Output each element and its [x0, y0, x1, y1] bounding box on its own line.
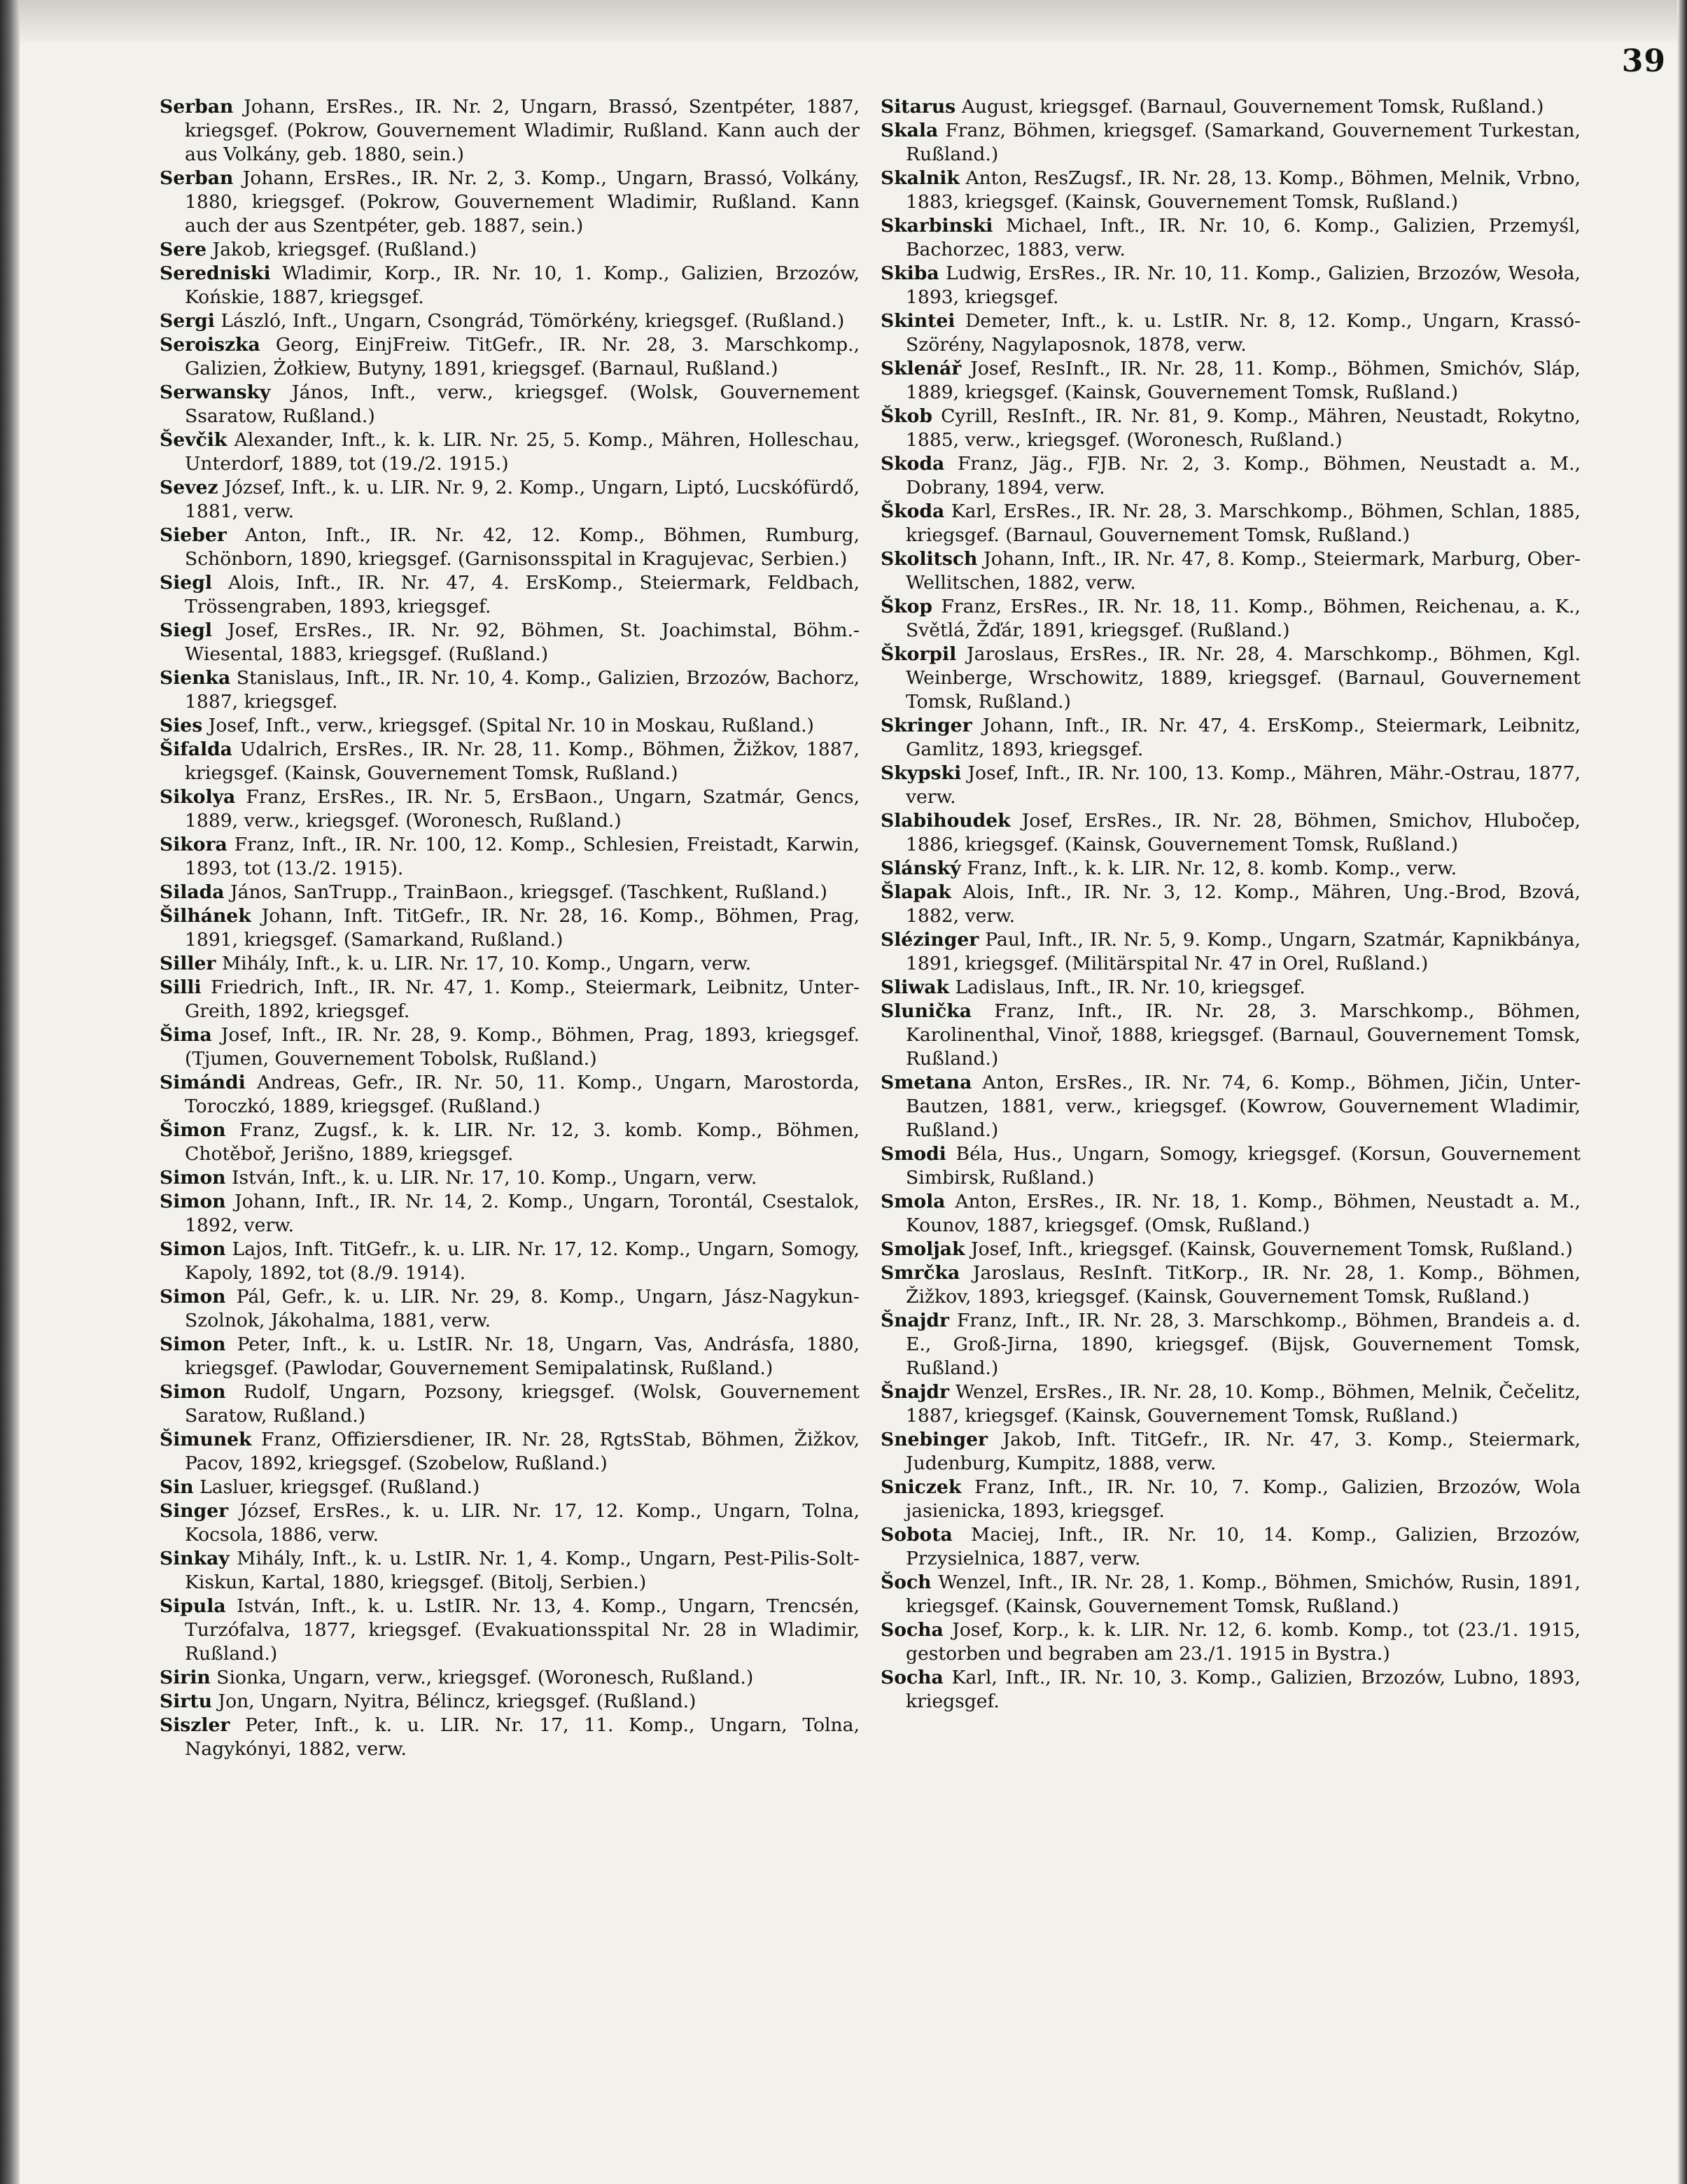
register-entry [881, 1476, 1581, 1523]
entry-surname: Skolitsch [881, 548, 978, 570]
entry-surname: Škoda [881, 500, 945, 522]
entry-surname: Šnajdr [881, 1310, 949, 1331]
register-entry [881, 119, 1581, 167]
entry-surname: Sergi [160, 310, 215, 332]
register-entry [881, 762, 1581, 809]
register-entry [881, 1618, 1581, 1666]
register-entry [160, 666, 860, 714]
entry-details: Peter, Inft., k. u. LstIR. Nr. 18, Ungarn, Vas, Andrásfa, 1880, kriegsgef. (Pawlodar, Gouvernement Semipalatinsk, Rußland.) [185, 1334, 860, 1379]
entry-surname: Skiba [881, 262, 939, 284]
entry-details: Josef, ErsRes., IR. Nr. 92, Böhmen, St. Joachimstal, Böhm.-Wiesental, 1883, kriegsgef. (Rußland.) [185, 620, 860, 665]
entry-surname: Sies [160, 715, 203, 736]
entry-details: Franz, Böhmen, kriegsgef. (Samarkand, Gouvernement Turkestan, Rußland.) [906, 120, 1581, 165]
entry-details: Josef, Inft., verw., kriegsgef. (Spital Nr. 10 in Moskau, Rußland.) [208, 715, 814, 736]
register-entry [160, 976, 860, 1023]
register-entry [881, 167, 1581, 214]
entry-details: Josef, ResInft., IR. Nr. 28, 11. Komp., Böhmen, Smichóv, Sláp, 1889, kriegsgef. (Kainsk, Gouvernement Tomsk, Rußland.) [906, 358, 1581, 403]
entry-details: Lasluer, kriegsgef. (Rußland.) [200, 1476, 480, 1498]
register-entry [160, 1714, 860, 1761]
entry-surname: Seredniski [160, 262, 271, 284]
register-entry [881, 857, 1581, 881]
register-entry [160, 333, 860, 381]
register-entry [160, 1690, 860, 1714]
entry-surname: Smoljak [881, 1238, 965, 1260]
entry-details: Franz, Inft., IR. Nr. 28, 3. Marschkomp., Böhmen, Brandeis a. d. E., Groß-Jirna, 1890, kriegsgef. (Bijsk, Gouvernement Tomsk, Rußland.) [906, 1310, 1581, 1379]
entry-surname: Slunička [881, 1000, 972, 1022]
register-entry [160, 1428, 860, 1476]
register-entry [160, 1499, 860, 1547]
register-entry [881, 452, 1581, 500]
entry-details: Pál, Gefr., k. u. LIR. Nr. 29, 8. Komp., Ungarn, Jász-Nagykun-Szolnok, Jákohalma, 1881, verw. [185, 1286, 860, 1331]
register-entry [881, 1571, 1581, 1618]
register-entry [160, 1333, 860, 1380]
entry-surname: Šnajdr [881, 1381, 949, 1403]
entry-surname: Socha [881, 1619, 944, 1641]
entry-details: Andreas, Gefr., IR. Nr. 50, 11. Komp., Ungarn, Marostorda, Toroczkó, 1889, kriegsgef. (Rußland.) [185, 1072, 860, 1117]
entry-surname: Serwansky [160, 382, 271, 403]
entry-details: Rudolf, Ungarn, Pozsony, kriegsgef. (Wolsk, Gouvernement Saratow, Rußland.) [185, 1381, 860, 1427]
register-entry [881, 1261, 1581, 1309]
register-entry [881, 262, 1581, 309]
register-entry [160, 238, 860, 262]
entry-details: Josef, Inft., IR. Nr. 28, 9. Komp., Böhmen, Prag, 1893, kriegsgef. (Tjumen, Gouvernement Tobolsk, Rußland.) [185, 1024, 860, 1070]
entry-surname: Socha [881, 1667, 944, 1688]
register-entry [881, 1000, 1581, 1071]
entry-details: Ladislaus, Inft., IR. Nr. 10, kriegsgef. [955, 976, 1306, 998]
entry-details: Johann, ErsRes., IR. Nr. 2, 3. Komp., Ungarn, Brassó, Volkány, 1880, kriegsgef. (Pokrow, Gouvernement Wladimir, Rußland. Kann auch der aus Szentpéter, geb. 1887, sein.) [185, 167, 860, 237]
register-entry [160, 1071, 860, 1119]
entry-surname: Siegl [160, 572, 212, 594]
entry-surname: Smrčka [881, 1262, 960, 1284]
register-entry [160, 1666, 860, 1690]
entry-details: János, SanTrupp., TrainBaon., kriegsgef. (Taschkent, Rußland.) [230, 881, 827, 903]
register-entry [881, 643, 1581, 714]
register-entry [881, 1523, 1581, 1571]
entry-surname: Slabihoudek [881, 810, 1011, 832]
entry-surname: Serban [160, 96, 234, 118]
entry-surname: Simándi [160, 1072, 246, 1093]
entry-surname: Smetana [881, 1072, 972, 1093]
entry-surname: Simon [160, 1167, 226, 1189]
entry-surname: Siegl [160, 620, 212, 641]
register-entry [881, 1666, 1581, 1714]
register-entry [160, 1166, 860, 1190]
entry-surname: Sklenář [881, 358, 962, 379]
page-right-edge [1677, 0, 1687, 2184]
entry-surname: Sirin [160, 1667, 211, 1688]
page-binding-edge [0, 0, 20, 2184]
entry-details: Johann, ErsRes., IR. Nr. 2, Ungarn, Brassó, Szentpéter, 1887, kriegsgef. (Pokrow, Gouvernement Wladimir, Rußland. Kann auch der aus Volkány, geb. 1880, sein.) [185, 96, 860, 165]
register-entry [881, 714, 1581, 762]
entry-details: Josef, Inft., IR. Nr. 100, 13. Komp., Mähren, Mähr.-Ostrau, 1877, verw. [906, 762, 1581, 808]
entry-details: Anton, ErsRes., IR. Nr. 74, 6. Komp., Böhmen, Jičin, Unter-Bautzen, 1881, verw., kriegsgef. (Kowrow, Gouvernement Wladimir, Rußland.) [906, 1072, 1581, 1141]
entry-details: Mihály, Inft., k. u. LIR. Nr. 17, 10. Komp., Ungarn, verw. [221, 953, 752, 974]
entry-surname: Seroiszka [160, 334, 260, 356]
register-entry [881, 1190, 1581, 1238]
entry-details: Jakob, kriegsgef. (Rußland.) [212, 239, 477, 260]
entry-details: Demeter, Inft., k. u. LstIR. Nr. 8, 12. Komp., Ungarn, Krassó-Szörény, Nagylaposnok, 1878, verw. [906, 310, 1581, 356]
entry-details: Alois, Inft., IR. Nr. 47, 4. ErsKomp., Steiermark, Feldbach, Trössengraben, 1893, kriegsgef. [185, 572, 860, 617]
register-entry [160, 714, 860, 738]
entry-surname: Šilhánek [160, 905, 251, 927]
entry-surname: Skringer [881, 715, 972, 736]
register-entry [881, 1238, 1581, 1261]
entry-surname: Silli [160, 976, 202, 998]
entry-surname: Skarbinski [881, 215, 993, 237]
register-entry [160, 95, 860, 167]
register-entry [160, 738, 860, 785]
entry-details: Alexander, Inft., k. k. LIR. Nr. 25, 5. Komp., Mähren, Holleschau, Unterdorf, 1889, tot (19./2. 1915.) [185, 429, 860, 475]
register-entry [160, 1119, 860, 1166]
register-entry [160, 904, 860, 952]
register-entry [160, 381, 860, 428]
entry-surname: Simon [160, 1381, 226, 1403]
register-entry [160, 1023, 860, 1071]
entry-details: Anton, ResZugsf., IR. Nr. 28, 13. Komp., Böhmen, Melnik, Vrbno, 1883, kriegsgef. (Kainsk, Gouvernement Tomsk, Rußland.) [906, 167, 1581, 213]
entry-details: Jaroslaus, ErsRes., IR. Nr. 28, 4. Marschkomp., Böhmen, Kgl. Weinberge, Wrschowitz, 1889, kriegsgef. (Barnaul, Gouvernement Tomsk, Rußland.) [906, 643, 1581, 713]
register-entry [160, 1238, 860, 1285]
entry-details: Béla, Hus., Ungarn, Somogy, kriegsgef. (Korsun, Gouvernement Simbirsk, Rußland.) [906, 1143, 1581, 1189]
entry-surname: Smola [881, 1191, 946, 1212]
entry-details: Mihály, Inft., k. u. LstIR. Nr. 1, 4. Komp., Ungarn, Pest-Pilis-Solt-Kiskun, Kartal, 1880, kriegsgef. (Bitolj, Serbien.) [185, 1548, 860, 1593]
register-entry [881, 547, 1581, 595]
entry-surname: Sinkay [160, 1548, 230, 1569]
entry-surname: Šifalda [160, 738, 232, 760]
register-entry [881, 881, 1581, 928]
register-entry [160, 1595, 860, 1666]
entry-details: Sionka, Ungarn, verw., kriegsgef. (Woronesch, Rußland.) [216, 1667, 754, 1688]
entry-surname: Sirtu [160, 1690, 212, 1712]
register-entry [160, 571, 860, 619]
entry-details: László, Inft., Ungarn, Csongrád, Tömörkény, kriegsgef. (Rußland.) [220, 310, 845, 332]
entry-details: József, Inft., k. u. LIR. Nr. 9, 2. Komp., Ungarn, Liptó, Lucskófürdő, 1881, verw. [185, 477, 860, 522]
register-entry [160, 1547, 860, 1595]
entry-details: János, Inft., verw., kriegsgef. (Wolsk, Gouvernement Ssaratow, Rußland.) [185, 382, 860, 427]
right-column [881, 95, 1581, 1714]
register-entry [881, 500, 1581, 547]
entry-surname: Sliwak [881, 976, 949, 998]
register-entry [160, 881, 860, 904]
entry-details: Franz, Inft., k. k. LIR. Nr. 12, 8. komb. Komp., verw. [967, 858, 1457, 879]
register-entry [160, 833, 860, 881]
entry-details: Wenzel, Inft., IR. Nr. 28, 1. Komp., Böhmen, Smichów, Rusin, 1891, kriegsgef. (Kainsk, Gouvernement Tomsk, Rußland.) [906, 1572, 1581, 1617]
register-entry [881, 309, 1581, 357]
entry-details: Stanislaus, Inft., IR. Nr. 10, 4. Komp., Galizien, Brzozów, Bachorz, 1887, kriegsgef. [185, 667, 860, 713]
register-entry [881, 976, 1581, 1000]
register-entry [160, 262, 860, 309]
entry-details: Wladimir, Korp., IR. Nr. 10, 1. Komp., Galizien, Brzozów, Końskie, 1887, kriegsgef. [185, 262, 860, 308]
entry-surname: Sobota [881, 1524, 953, 1546]
entry-details: Josef, Korp., k. k. LIR. Nr. 12, 6. komb. Komp., tot (23./1. 1915, gestorben und begraben am 23./1. 1915 in Bystra.) [906, 1619, 1581, 1665]
entry-surname: Sniczek [881, 1476, 962, 1498]
register-entry [881, 928, 1581, 976]
register-entry [881, 1309, 1581, 1380]
entry-details: Jon, Ungarn, Nyitra, Bélincz, kriegsgef. (Rußland.) [218, 1690, 696, 1712]
entry-details: Johann, Inft., IR. Nr. 47, 8. Komp., Steiermark, Marburg, Ober-Wellitschen, 1882, verw. [906, 548, 1581, 594]
entry-details: Ludwig, ErsRes., IR. Nr. 10, 11. Komp., Galizien, Brzozów, Wesoła, 1893, kriegsgef. [906, 262, 1581, 308]
entry-surname: Škorpil [881, 643, 957, 665]
register-entry [160, 428, 860, 476]
entry-details: Karl, Inft., IR. Nr. 10, 3. Komp., Galizien, Brzozów, Lubno, 1893, kriegsgef. [906, 1667, 1581, 1712]
register-entry [881, 357, 1581, 405]
entry-surname: Sieber [160, 524, 227, 546]
entry-details: Udalrich, ErsRes., IR. Nr. 28, 11. Komp., Böhmen, Žižkov, 1887, kriegsgef. (Kainsk, Gouvernement Tomsk, Rußland.) [185, 738, 860, 784]
register-entry [160, 167, 860, 238]
entry-details: Franz, Zugsf., k. k. LIR. Nr. 12, 3. komb. Komp., Böhmen, Chotěboř, Jerišno, 1889, kriegsgef. [185, 1119, 860, 1165]
entry-details: Lajos, Inft. TitGefr., k. u. LIR. Nr. 17, 12. Komp., Ungarn, Somogy, Kapoly, 1892, tot (8./9. 1914). [185, 1238, 860, 1284]
entry-details: Jakob, Inft. TitGefr., IR. Nr. 47, 3. Komp., Steiermark, Judenburg, Kumpitz, 1888, verw. [906, 1429, 1581, 1474]
entry-details: Friedrich, Inft., IR. Nr. 47, 1. Komp., Steiermark, Leibnitz, Unter-Greith, 1892, kriegsgef. [185, 976, 860, 1022]
entry-surname: Sikora [160, 834, 227, 855]
entry-surname: Skypski [881, 762, 962, 784]
entry-details: Paul, Inft., IR. Nr. 5, 9. Komp., Ungarn, Szatmár, Kapnikbánya, 1891, kriegsgef. (Militärspital Nr. 47 in Orel, Rußland.) [906, 929, 1581, 974]
register-entry [881, 1428, 1581, 1476]
entry-surname: Snebinger [881, 1429, 988, 1450]
entry-surname: Sin [160, 1476, 194, 1498]
register-entry [160, 1190, 860, 1238]
entry-details: Alois, Inft., IR. Nr. 3, 12. Komp., Mähren, Ung.-Brod, Bzová, 1882, verw. [906, 881, 1581, 927]
register-entry [881, 1142, 1581, 1190]
register-entry [160, 524, 860, 571]
entry-surname: Sevez [160, 477, 218, 498]
entry-surname: Skala [881, 120, 939, 141]
entry-surname: Sitarus [881, 96, 956, 118]
entry-surname: Simon [160, 1334, 226, 1355]
entry-surname: Simon [160, 1238, 226, 1260]
entry-details: August, kriegsgef. (Barnaul, Gouvernement Tomsk, Rußland.) [961, 96, 1544, 118]
entry-surname: Serban [160, 167, 234, 189]
entry-surname: Siller [160, 953, 216, 974]
entry-details: Maciej, Inft., IR. Nr. 10, 14. Komp., Galizien, Brzozów, Przysielnica, 1887, verw. [906, 1524, 1581, 1569]
register-entry [881, 1380, 1581, 1428]
entry-surname: Singer [160, 1500, 229, 1522]
entry-details: Anton, Inft., IR. Nr. 42, 12. Komp., Böhmen, Rumburg, Schönborn, 1890, kriegsgef. (Garnisonsspital in Kragujevac, Serbien.) [185, 524, 860, 570]
entry-surname: Skoda [881, 453, 945, 475]
register-entry [160, 309, 860, 333]
entry-surname: Sipula [160, 1595, 226, 1617]
entry-surname: Simon [160, 1286, 226, 1308]
register-entry [881, 809, 1581, 857]
entry-details: Wenzel, ErsRes., IR. Nr. 28, 10. Komp., Böhmen, Melnik, Čečelitz, 1887, kriegsgef. (Kainsk, Gouvernement Tomsk, Rußland.) [906, 1381, 1581, 1427]
entry-details: Anton, ErsRes., IR. Nr. 18, 1. Komp., Böhmen, Neustadt a. M., Kounov, 1887, kriegsgef. (Omsk, Rußland.) [906, 1191, 1581, 1236]
entry-surname: Sikolya [160, 786, 236, 808]
entry-surname: Slézinger [881, 929, 979, 951]
entry-surname: Siszler [160, 1714, 230, 1736]
register-entry [160, 1285, 860, 1333]
entry-surname: Simon [160, 1191, 226, 1212]
register-entry [881, 1071, 1581, 1142]
page-top-edge [0, 0, 1687, 42]
entry-details: Franz, Inft., IR. Nr. 100, 12. Komp., Schlesien, Freistadt, Karwin, 1893, tot (13./2. 1915). [185, 834, 860, 879]
entry-surname: Sere [160, 239, 207, 260]
entry-details: Johann, Inft., IR. Nr. 47, 4. ErsKomp., Steiermark, Leibnitz, Gamlitz, 1893, kriegsgef. [906, 715, 1581, 760]
entry-surname: Ševčik [160, 429, 227, 451]
entry-details: István, Inft., k. u. LIR. Nr. 17, 10. Komp., Ungarn, verw. [232, 1167, 757, 1189]
entry-details: Franz, ErsRes., IR. Nr. 5, ErsBaon., Ungarn, Szatmár, Gencs, 1889, verw., kriegsgef. (Woronesch, Rußland.) [185, 786, 860, 832]
entry-details: Franz, Inft., IR. Nr. 28, 3. Marschkomp., Böhmen, Karolinenthal, Vinoř, 1888, kriegsgef. (Barnaul, Gouvernement Tomsk, Rußland.) [906, 1000, 1581, 1070]
entry-details: Johann, Inft. TitGefr., IR. Nr. 28, 16. Komp., Böhmen, Prag, 1891, kriegsgef. (Samarkand, Rußland.) [185, 905, 860, 951]
register-entry [160, 785, 860, 833]
entry-surname: Šoch [881, 1572, 932, 1593]
entry-details: Franz, Jäg., FJB. Nr. 2, 3. Komp., Böhmen, Neustadt a. M., Dobrany, 1894, verw. [906, 453, 1581, 498]
entry-details: Josef, Inft., kriegsgef. (Kainsk, Gouvernement Tomsk, Rußland.) [970, 1238, 1573, 1260]
entry-details: Franz, ErsRes., IR. Nr. 18, 11. Komp., Böhmen, Reichenau, a. K., Světlá, Žďár, 1891, kriegsgef. (Rußland.) [906, 596, 1581, 641]
entry-surname: Smodi [881, 1143, 946, 1165]
entry-surname: Slánský [881, 858, 961, 879]
left-column [160, 95, 860, 1761]
register-entry [160, 619, 860, 666]
entry-surname: Škob [881, 405, 932, 427]
register-entry [160, 1380, 860, 1428]
entry-details: Michael, Inft., IR. Nr. 10, 6. Komp., Galizien, Przemyśl, Bachorzec, 1883, verw. [906, 215, 1581, 260]
entry-surname: Šima [160, 1024, 212, 1046]
entry-details: Cyrill, ResInft., IR. Nr. 81, 9. Komp., Mähren, Neustadt, Rokytno, 1885, verw., kriegsgef. (Woronesch, Rußland.) [906, 405, 1581, 451]
entry-details: Georg, EinjFreiw. TitGefr., IR. Nr. 28, 3. Marschkomp., Galizien, Żołkiew, Butyny, 1891, kriegsgef. (Barnaul, Rußland.) [185, 334, 860, 379]
entry-details: Peter, Inft., k. u. LIR. Nr. 17, 11. Komp., Ungarn, Tolna, Nagykónyi, 1882, verw. [185, 1714, 860, 1760]
register-entry [160, 952, 860, 976]
register-entry [881, 95, 1581, 119]
page-number: 39 [1621, 43, 1666, 79]
entry-surname: Šimon [160, 1119, 226, 1141]
entry-details: István, Inft., k. u. LstIR. Nr. 13, 4. Komp., Ungarn, Trencsén, Turzófalva, 1877, kriegsgef. (Evakuationsspital Nr. 28 in Wladimir, Rußland.) [185, 1595, 860, 1665]
register-entry [881, 214, 1581, 262]
entry-surname: Šlapak [881, 881, 951, 903]
entry-details: Franz, Inft., IR. Nr. 10, 7. Komp., Galizien, Brzozów, Wola jasienicka, 1893, kriegsgef. [906, 1476, 1581, 1522]
register-entry [160, 476, 860, 524]
entry-details: Franz, Offiziersdiener, IR. Nr. 28, RgtsStab, Böhmen, Žižkov, Pacov, 1892, kriegsgef. (Szobelow, Rußland.) [185, 1429, 860, 1474]
entry-details: József, ErsRes., k. u. LIR. Nr. 17, 12. Komp., Ungarn, Tolna, Kocsola, 1886, verw. [185, 1500, 860, 1546]
register-entry [881, 595, 1581, 643]
entry-surname: Silada [160, 881, 225, 903]
entry-surname: Skintei [881, 310, 955, 332]
entry-details: Jaroslaus, ResInft. TitKorp., IR. Nr. 28, 1. Komp., Böhmen, Žižkov, 1893, kriegsgef. (Kainsk, Gouvernement Tomsk, Rußland.) [906, 1262, 1581, 1308]
entry-surname: Sienka [160, 667, 231, 689]
entry-surname: Šimunek [160, 1429, 252, 1450]
entry-surname: Škop [881, 596, 932, 617]
entry-details: Karl, ErsRes., IR. Nr. 28, 3. Marschkomp., Böhmen, Schlan, 1885, kriegsgef. (Barnaul, Gouvernement Tomsk, Rußland.) [906, 500, 1581, 546]
entry-details: Johann, Inft., IR. Nr. 14, 2. Komp., Ungarn, Torontál, Csestalok, 1892, verw. [185, 1191, 860, 1236]
register-entry [881, 405, 1581, 452]
entry-surname: Skalnik [881, 167, 960, 189]
entry-details: Josef, ErsRes., IR. Nr. 28, Böhmen, Smichov, Hlubočep, 1886, kriegsgef. (Kainsk, Gouvernement Tomsk, Rußland.) [906, 810, 1581, 855]
register-entry [160, 1476, 860, 1499]
